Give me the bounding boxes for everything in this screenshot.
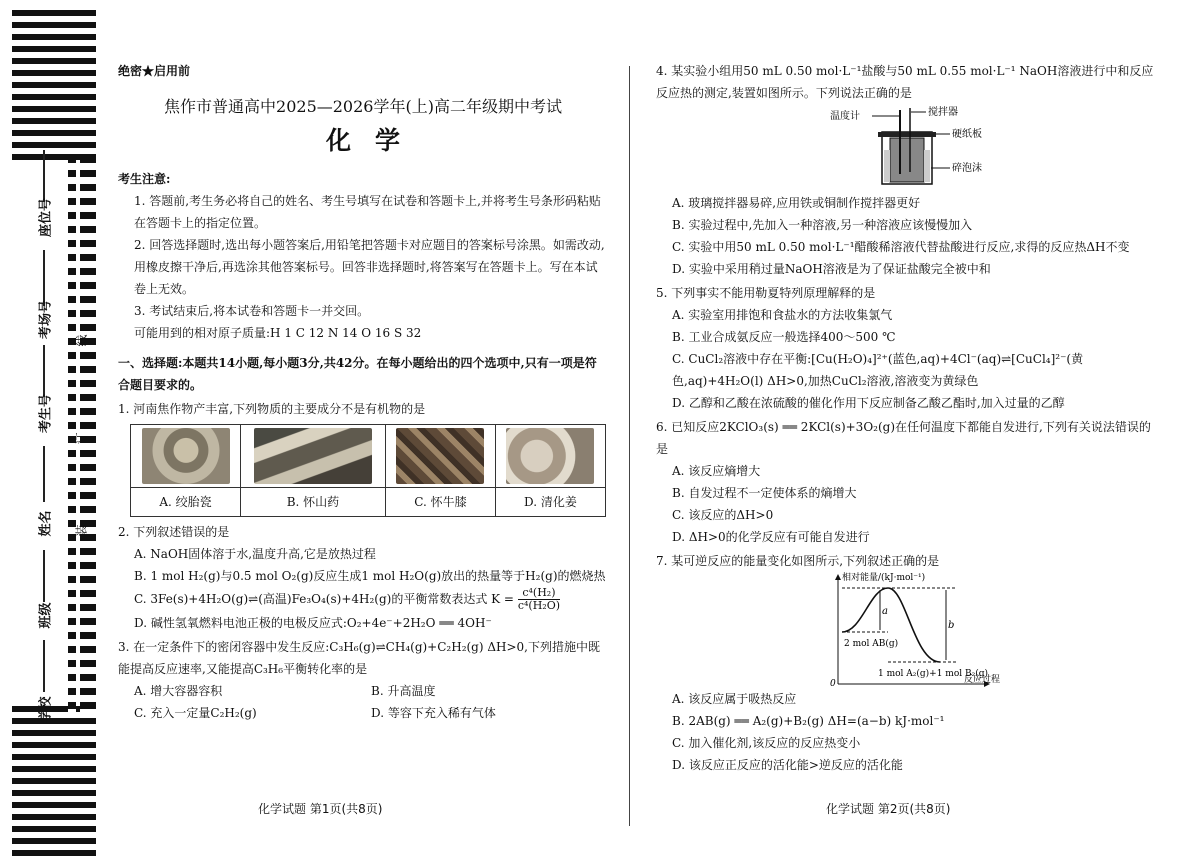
q7-option: B. 2AB(g) ══ A₂(g)+B₂(g) ΔH=(a−b) kJ·mol⁻¹ bbox=[672, 714, 945, 728]
label-exam-room: 考场号 bbox=[38, 300, 54, 340]
fill-line-seat bbox=[43, 150, 45, 202]
label-b: b bbox=[948, 620, 955, 631]
binding-bars-bottom bbox=[12, 706, 96, 862]
energy-profile-diagram bbox=[656, 572, 1156, 688]
page-divider bbox=[629, 66, 630, 826]
q1-option: B. 怀山药 bbox=[241, 488, 386, 517]
porcelain-photo bbox=[142, 428, 230, 484]
seal-char-bind: 订 bbox=[74, 432, 89, 445]
inner-beaker bbox=[890, 138, 924, 182]
calorimeter-diagram bbox=[656, 104, 1156, 192]
achyranthes-photo bbox=[396, 428, 484, 484]
x-axis-label: 反应过程 bbox=[964, 675, 1001, 685]
q3-option: D. 等容下充入稀有气体 bbox=[371, 706, 496, 720]
equilibrium-fraction bbox=[518, 587, 560, 612]
q5-option: B. 工业合成氨反应一般选择400～500 ℃ bbox=[672, 330, 896, 344]
q2-option-c bbox=[118, 587, 608, 612]
q7-option: A. 该反应属于吸热反应 bbox=[672, 692, 797, 706]
label-cardboard: 硬纸板 bbox=[952, 129, 982, 140]
q4-option: A. 玻璃搅拌器易碎,应用铁或铜制作搅拌器更好 bbox=[672, 196, 921, 210]
q2-option: D. 碱性氢氧燃料电池正极的电极反应式:O₂+4e⁻+2H₂O ══ 4OH⁻ bbox=[134, 616, 492, 630]
seal-char-line: 线 bbox=[74, 334, 89, 347]
label-exam-number: 考生号 bbox=[38, 394, 54, 434]
label-thermometer: 温度计 bbox=[830, 111, 860, 122]
q6-stem: 6. 已知反应2KClO₃(s) ══ 2KCl(s)+3O₂(g)在任何温度下都能自发进行,下列有关说法错误的是 bbox=[656, 420, 1151, 456]
fill-line-class bbox=[43, 550, 45, 602]
q1-stem: 1. 河南焦作物产丰富,下列物质的主要成分不是有机物的是 bbox=[118, 402, 426, 416]
y-axis-arrow bbox=[835, 574, 841, 580]
binding-bars-top bbox=[12, 10, 96, 166]
foam-right bbox=[924, 150, 930, 182]
binding-strip bbox=[0, 0, 100, 868]
yam-photo bbox=[254, 428, 372, 484]
exam-title: 焦作市普通高中2025—2026学年(上)高二年级期中考试 bbox=[164, 97, 562, 116]
notice-heading: 考生注意: bbox=[118, 172, 171, 186]
notice-item: 1. 答题前,考生务必将自己的姓名、考生号填写在试卷和答题卡上,并将考生号条形码粘贴在答题卡上的指定位置。 bbox=[134, 194, 601, 230]
q4-option: C. 实验中用50 mL 0.50 mol·L⁻¹醋酸稀溶液代替盐酸进行反应,求得的反应热ΔH不变 bbox=[672, 240, 1130, 254]
q4-stem: 4. 某实验小组用50 mL 0.50 mol·L⁻¹盐酸与50 mL 0.55 mol·L⁻¹ NaOH溶液进行中和反应反应热的测定,装置如图所示。下列说法正确的是 bbox=[656, 64, 1154, 100]
q6-option: B. 自发过程不一定使体系的熵增大 bbox=[672, 486, 857, 500]
label-foam: 碎泡沫 bbox=[952, 163, 982, 174]
label-school: 学校 bbox=[38, 696, 54, 723]
ginger-photo bbox=[506, 428, 594, 484]
page-2 bbox=[656, 60, 1156, 776]
q7-stem: 7. 某可逆反应的能量变化如图所示,下列叙述正确的是 bbox=[656, 554, 940, 568]
seal-char-pack: 装 bbox=[74, 524, 89, 537]
q3-option: B. 升高温度 bbox=[371, 684, 436, 698]
q3-options-row bbox=[118, 680, 608, 702]
q1-option: D. 清化姜 bbox=[495, 488, 605, 517]
q5-option: A. 实验室用排饱和食盐水的方法收集氯气 bbox=[672, 308, 893, 322]
q6-option: C. 该反应的ΔH>0 bbox=[672, 508, 774, 522]
q4-option: D. 实验中采用稍过量NaOH溶液是为了保证盐酸完全被中和 bbox=[672, 262, 991, 276]
origin-label: 0 bbox=[830, 679, 836, 688]
q2-option: B. 1 mol H₂(g)与0.5 mol O₂(g)反应生成1 mol H₂O(g)放出的热量等于H₂(g)的燃烧热 bbox=[134, 569, 606, 583]
fill-line-name bbox=[43, 446, 45, 502]
fraction-numerator: c⁴(H₂) bbox=[518, 587, 560, 600]
y-axis-label: 相对能量/(kJ·mol⁻¹) bbox=[842, 573, 926, 583]
q2-option: A. NaOH固体溶于水,温度升高,它是放热过程 bbox=[134, 547, 376, 561]
label-a: a bbox=[882, 606, 888, 617]
atomic-masses: 可能用到的相对原子质量:H 1 C 12 N 14 O 16 S 32 bbox=[134, 326, 422, 340]
label-stirrer: 搅拌器 bbox=[928, 107, 958, 118]
start-state-label: 2 mol AB(g) bbox=[844, 639, 899, 649]
end-state-label: 1 mol A₂(g)+1 mol B₂(g) bbox=[878, 669, 988, 679]
q5-stem: 5. 下列事实不能用勒夏特列原理解释的是 bbox=[656, 286, 876, 300]
q5-option: D. 乙醇和乙酸在浓硫酸的催化作用下反应制备乙酸乙酯时,加入过量的乙醇 bbox=[672, 396, 1065, 410]
label-name: 姓名 bbox=[38, 510, 54, 537]
confidential-mark: 绝密★启用前 bbox=[118, 64, 191, 78]
q2-option-c-text: C. 3Fe(s)+4H₂O(g)⇌(高温)Fe₃O₄(s)+4H₂(g)的平衡常数表达式 K = bbox=[134, 592, 514, 606]
notice-item: 2. 回答选择题时,选出每小题答案后,用铅笔把答题卡对应题目的答案标号涂黑。如需改动,用橡皮擦干净后,再选涂其他答案标号。回答非选择题时,将答案写在答题卡上。写在本试卷上无效。 bbox=[134, 238, 605, 296]
q7-option: D. 该反应正反应的活化能>逆反应的活化能 bbox=[672, 758, 903, 772]
q2-stem: 2. 下列叙述错误的是 bbox=[118, 525, 230, 539]
subject-title: 化学 bbox=[325, 126, 424, 155]
fill-line-room bbox=[43, 250, 45, 306]
q3-options-row bbox=[118, 702, 608, 724]
q1-option: C. 怀牛膝 bbox=[385, 488, 495, 517]
q6-option: A. 该反应熵增大 bbox=[672, 464, 761, 478]
q5-option: C. CuCl₂溶液中存在平衡:[Cu(H₂O)₄]²⁺(蓝色,aq)+4Cl⁻(aq)⇌[CuCl₄]²⁻(黄色,aq)+4H₂O(l) ΔH>0,加热CuCl₂溶液,溶液变为黄绿色 bbox=[672, 352, 1084, 388]
q1-image-table bbox=[130, 424, 606, 517]
notice-item: 3. 考试结束后,将本试卷和答题卡一并交回。 bbox=[134, 304, 370, 318]
fill-line-school bbox=[43, 640, 45, 692]
q1-option: A. 绞胎瓷 bbox=[131, 488, 241, 517]
q6-option: D. ΔH>0的化学反应有可能自发进行 bbox=[672, 530, 870, 544]
q3-stem: 3. 在一定条件下的密闭容器中发生反应:C₃H₆(g)⇌CH₄(g)+C₂H₂(g) ΔH>0,下列措施中既能提高反应速率,又能提高C₃H₆平衡转化率的是 bbox=[118, 640, 600, 676]
q4-option: B. 实验过程中,先加入一种溶液,另一种溶液应该慢慢加入 bbox=[672, 218, 973, 232]
fraction-denominator: c⁴(H₂O) bbox=[517, 599, 561, 612]
footer-page-1: 化学试题 第1页(共8页) bbox=[258, 802, 383, 816]
q3-option: C. 充入一定量C₂H₂(g) bbox=[134, 706, 257, 720]
footer-page-2: 化学试题 第2页(共8页) bbox=[826, 802, 951, 816]
foam-left bbox=[884, 150, 890, 182]
energy-curve bbox=[842, 588, 940, 662]
page-1 bbox=[118, 60, 608, 724]
fill-line-examno bbox=[43, 345, 45, 397]
section-1-heading: 一、选择题:本题共14小题,每小题3分,共42分。在每小题给出的四个选项中,只有一项是符合题目要求的。 bbox=[118, 356, 597, 392]
q3-option: A. 增大容器容积 bbox=[134, 684, 223, 698]
q7-option: C. 加入催化剂,该反应的反应热变小 bbox=[672, 736, 861, 750]
label-class: 班级 bbox=[38, 602, 54, 629]
cardboard-lid bbox=[878, 132, 936, 137]
label-seat-number: 座位号 bbox=[38, 198, 54, 238]
